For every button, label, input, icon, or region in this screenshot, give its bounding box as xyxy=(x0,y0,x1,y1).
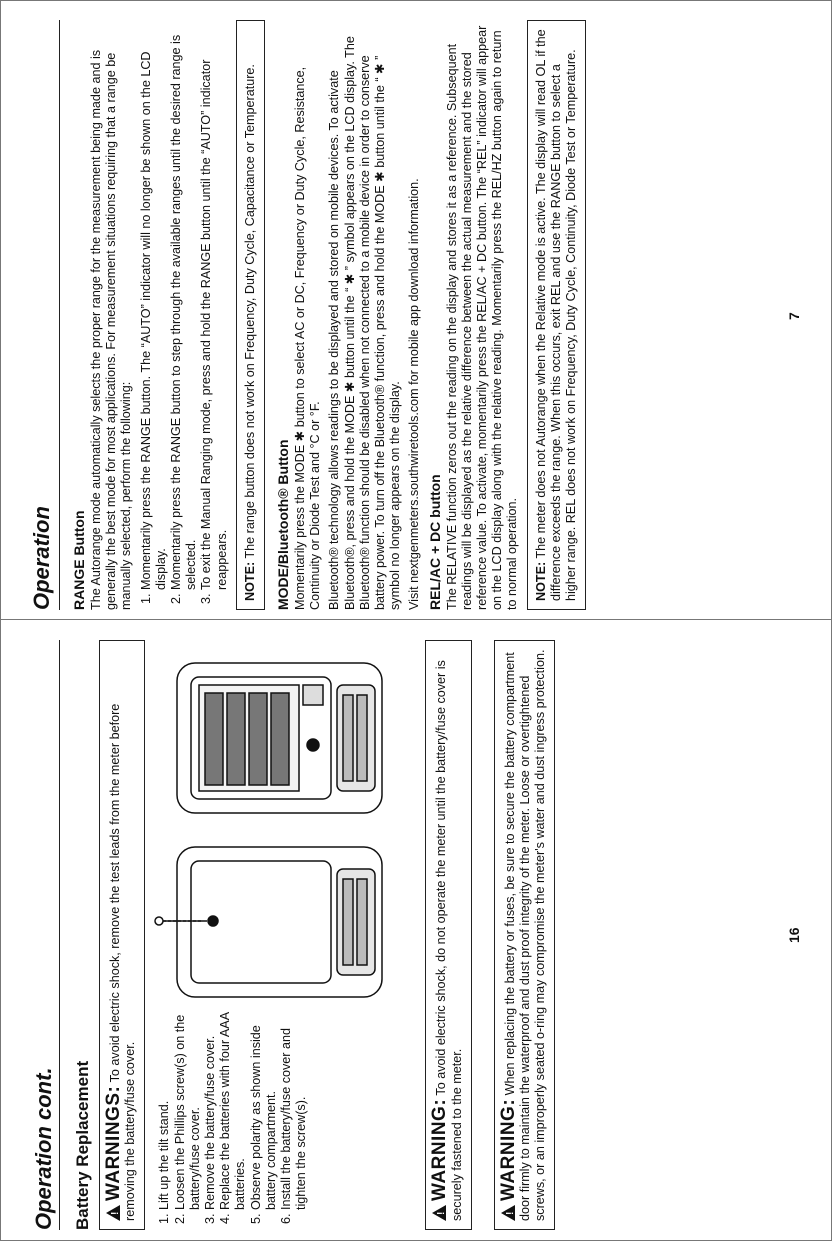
warning-triangle-icon xyxy=(432,1205,446,1221)
note-label: NOTE: xyxy=(533,561,548,601)
meter-back-closed-illustration xyxy=(155,847,382,997)
note-text: The meter does not Autorange when the Relative mode is active. The display will read OL if the difference exceeds the range. When this occurs, exit REL and use the RANGE button to select a higher range. REL does not work on Frequency, Duty Cycle, Continuity, Diode Test or Temperature. xyxy=(533,29,579,601)
meter-illustrations xyxy=(147,645,397,1005)
warning-label: WARNINGS: xyxy=(103,1085,124,1201)
range-step: 2. Momentarily press the RANGE button to step through the available ranges until the desired range is selected. xyxy=(169,20,199,590)
page-16 xyxy=(11,630,821,1230)
page-heading: Operation xyxy=(29,506,54,610)
heading-rule xyxy=(59,20,60,610)
battery-step: 1. Lift up the tilt stand. xyxy=(157,1005,172,1210)
range-steps xyxy=(139,20,230,610)
battery-steps-area xyxy=(157,640,407,1230)
battery-step: 3. Remove the battery/fuse cover. xyxy=(203,1005,218,1210)
page-number: 16 xyxy=(786,927,802,943)
heading-rule xyxy=(59,640,60,1230)
battery-step: 2. Loosen the Phillips screw(s) on the battery/fuse cover. xyxy=(173,1005,203,1210)
battery-section-title: Battery Replacement xyxy=(73,1060,92,1230)
range-note-box xyxy=(236,20,265,610)
range-intro: The Autorange mode automatically selects the proper range for the measurement being made and is generally the best mode for most applications. For measurement situations requiring that a range be manually selected, perform the following: xyxy=(89,49,134,610)
battery-step: 4. Replace the batteries with four AAA batteries. xyxy=(218,1005,248,1210)
warning-text: To avoid electric shock, do not operate the meter until the battery/fuse cover is securely fastened to the meter. xyxy=(434,660,464,1221)
page-7 xyxy=(11,10,821,610)
page-16-body xyxy=(73,640,555,1230)
warning-label: WARNING: xyxy=(429,1098,451,1201)
rel-note-box xyxy=(527,20,587,610)
range-step: 1. Momentarily press the RANGE button. The “AUTO” indicator will no longer be shown on the LCD display. xyxy=(139,20,169,590)
meter-back-open-illustration xyxy=(177,663,382,813)
battery-step: 5. Observe polarity as shown inside battery compartment. xyxy=(249,1005,279,1210)
rel-paragraph: The RELATIVE function zeros out the reading on the display and stores it as a reference. Subsequent readings will be displayed as the relative difference between the actual measurement and the stored reference value. To activate, momentarily press the REL/AC + DC button. The “REL” indicator will appear on the LCD display along with the relative reading. Momentarily press the REL/HZ button again to return to normal operation. xyxy=(444,25,520,610)
page-divider xyxy=(0,619,832,620)
warning-text: To avoid electric shock, remove the test leads from the meter before removing the battery/fuse cover. xyxy=(108,703,138,1221)
range-section-title: RANGE Button xyxy=(71,510,87,610)
battery-steps xyxy=(157,1005,309,1230)
mode-section-title: MODE/Bluetooth® Button xyxy=(275,439,292,610)
warning-triangle-icon xyxy=(106,1205,120,1221)
note-label: NOTE: xyxy=(242,561,257,601)
warning-box-ingress xyxy=(494,640,556,1230)
bluetooth-paragraph: Bluetooth® technology allows readings to be displayed and stored on mobile devices. To activate Bluetooth®, press and hold the MODE ✱ button until the “ ✱ ” symbol appears on the LCD display. The Bluetooth® function should be disabled when not connected to a mobile device in order to conserve battery power. To turn off the Bluetooth® function, press and hold the MODE ✱ button until the “ ✱ ” symbol no longer appears on the display. xyxy=(327,36,403,610)
mode-paragraph: Momentarily press the MODE ✱ button to select AC or DC, Frequency or Duty Cycle, Resistance, Continuity or Diode Test and °C or °F. xyxy=(293,66,323,610)
app-download-paragraph: Visit nextgenmeters.southwiretools.com for mobile app download information. xyxy=(407,178,422,610)
page-heading: Operation cont. xyxy=(31,1067,56,1230)
warning-box-leads xyxy=(99,640,145,1230)
warning-box-operate xyxy=(425,640,471,1230)
note-text: The range button does not work on Frequency, Duty Cycle, Capacitance or Temperature. xyxy=(242,64,257,562)
page-number: 7 xyxy=(786,312,802,320)
warning-text: When replacing the battery or fuses, be sure to secure the battery compartment door firmly to maintain the waterproof and dust proof integrity of the meter. Loose or overtightened screws, or an improperly seated o-ring may compromise the meter's water and dust ingress protection. xyxy=(502,649,548,1221)
warning-triangle-icon xyxy=(501,1205,515,1221)
page-7-body xyxy=(71,20,596,610)
rel-section-title: REL/AC + DC button xyxy=(426,474,443,610)
range-step: 3. To exit the Manual Ranging mode, press and hold the RANGE button until the “AUTO” indicator reappears. xyxy=(199,20,229,590)
battery-step: 6. Install the battery/fuse cover and tighten the screw(s). xyxy=(279,1005,309,1210)
warning-label: WARNING: xyxy=(497,1098,519,1201)
